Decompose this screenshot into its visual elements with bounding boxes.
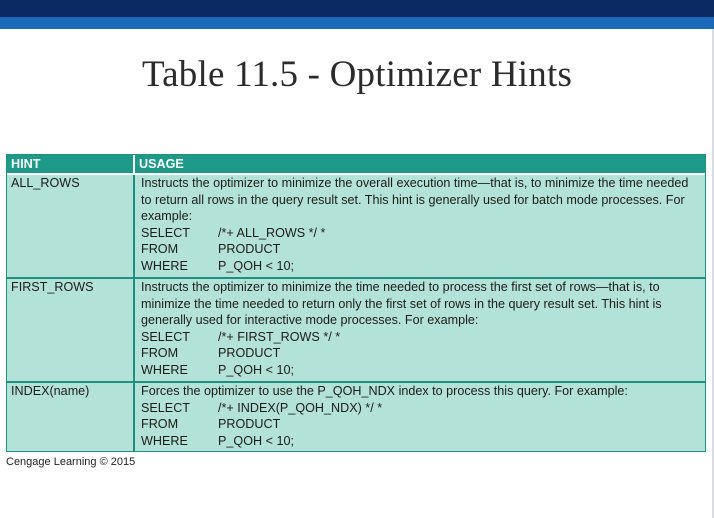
table-row — [7, 174, 705, 278]
table-header-row — [7, 155, 705, 174]
hint-cell: INDEX(name) — [7, 382, 134, 451]
column-header-hint: HINT — [7, 155, 134, 174]
sql-clause: PRODUCT — [218, 346, 281, 361]
top-banner-dark — [0, 0, 714, 17]
sql-keyword: FROM — [141, 417, 179, 432]
hint-cell: FIRST_ROWS — [7, 278, 134, 382]
slide-title: Table 11.5 - Optimizer Hints — [141, 54, 573, 95]
hints-table-grid — [7, 155, 705, 451]
sql-keyword: FROM — [141, 346, 179, 361]
table-row — [7, 382, 705, 451]
hint-cell: ALL_ROWS — [7, 174, 134, 278]
usage-cell — [134, 278, 705, 382]
sql-keyword: SELECT — [141, 400, 190, 415]
usage-cell — [134, 382, 705, 451]
top-banner-blue — [0, 17, 714, 29]
sql-clause: PRODUCT — [218, 417, 281, 432]
sql-example — [141, 329, 701, 379]
optimizer-hints-table — [6, 154, 706, 452]
sql-keyword: SELECT — [141, 225, 190, 240]
sql-clause: /*+ ALL_ROWS */ * — [218, 225, 326, 240]
sql-keyword: WHERE — [141, 433, 188, 448]
sql-keyword: SELECT — [141, 329, 190, 344]
sql-example — [141, 400, 701, 450]
sql-keyword: FROM — [141, 242, 179, 257]
sql-clause: P_QOH < 10; — [218, 258, 294, 273]
sql-keyword: WHERE — [141, 362, 188, 377]
usage-cell — [134, 174, 705, 278]
sql-example — [141, 225, 701, 275]
sql-keyword: WHERE — [141, 258, 188, 273]
table-row — [7, 278, 705, 382]
copyright-footer: Cengage Learning © 2015 — [6, 456, 136, 468]
sql-clause: /*+ FIRST_ROWS */ * — [218, 329, 341, 344]
column-header-usage: USAGE — [134, 155, 705, 174]
sql-clause: P_QOH < 10; — [218, 362, 294, 377]
usage-description: Instructs the optimizer to minimize the time needed to process the first set of rows—that is, to minimize the time needed to return only the first set of rows in the query result set. This hint is generally used for interactive mode processes. For example: — [141, 280, 662, 328]
sql-clause: P_QOH < 10; — [218, 433, 294, 448]
sql-clause: /*+ INDEX(P_QOH_NDX) */ * — [218, 400, 383, 415]
usage-description: Forces the optimizer to use the P_QOH_NDX index to process this query. For example: — [141, 384, 628, 398]
sql-clause: PRODUCT — [218, 242, 281, 257]
usage-description: Instructs the optimizer to minimize the overall execution time—that is, to minimize the time needed to return all rows in the query result set. This hint is generally used for batch mode processes. For example: — [141, 176, 689, 224]
